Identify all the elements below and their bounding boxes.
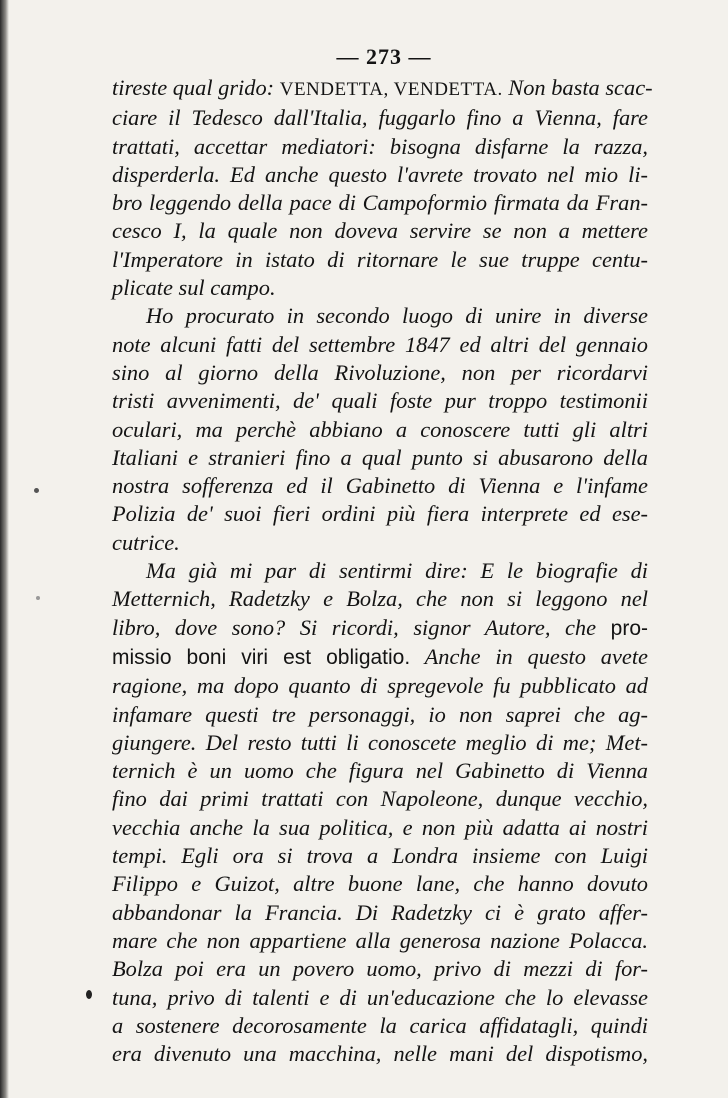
text-line	[112, 927, 648, 955]
text-segment: Anche in questo avete	[410, 643, 648, 669]
text-segment: mare che non appartiene alla generosa nazione Polacca.	[112, 927, 648, 953]
text-line	[112, 955, 648, 983]
ink-speck	[86, 990, 92, 999]
text-segment: fino dai primi trattati con Napoleone, dunque vecchio,	[112, 786, 648, 812]
text-segment: oculari, ma perchè abbiano a conoscere tutti gli altri	[112, 416, 648, 442]
text-segment: a sostenere decorosamente la carica affidatagli, quindi	[112, 1012, 648, 1038]
text-line	[112, 1012, 648, 1040]
text-line	[112, 217, 648, 245]
text-segment: tristi avvenimenti, de' quali foste pur troppo testimonii	[112, 388, 648, 414]
text-line	[112, 729, 648, 757]
text-line	[112, 899, 648, 927]
text-line	[112, 785, 648, 813]
text-segment: Bolza poi era un povero uomo, privo di mezzi di for-	[112, 956, 648, 982]
text-line	[112, 701, 648, 729]
text-segment: tempi. Egli ora si trova a Londra insieme con Luigi	[112, 843, 648, 869]
text-line	[112, 359, 648, 387]
text-segment: plicate sul campo.	[112, 275, 276, 301]
text-line	[112, 500, 648, 528]
text-line	[112, 814, 648, 842]
text-segment: cutrice.	[112, 529, 180, 555]
text-segment: abbandonar la Francia. Di Radetzky ci è grato affer-	[112, 899, 648, 925]
text-segment: libro, dove sono? Si ricordi, signor Autore, che	[112, 614, 611, 640]
text-segment: l'Imperatore in istato di ritornare le sue truppe centu-	[112, 246, 648, 272]
text-segment: Metternich, Radetzky e Bolza, che non si leggono nel	[112, 586, 648, 612]
text-segment: bro leggendo della pace di Campoformio firmata da Fran-	[112, 190, 648, 216]
text-segment: trattati, accettar mediatori: bisogna disfarne la razza,	[112, 133, 648, 159]
text-segment: ragione, ma dopo quanto di spregevole fu pubblicato ad	[112, 673, 648, 699]
text-line	[112, 984, 648, 1012]
text-line	[112, 870, 648, 898]
text-segment: ciare il Tedesco dall'Italia, fuggarlo fino a Vienna, fare	[112, 105, 648, 131]
page-number: — 273 —	[336, 44, 432, 69]
text-line	[112, 331, 648, 359]
text-line	[112, 104, 648, 132]
text-line	[112, 472, 648, 500]
text-line	[112, 416, 648, 444]
text-line	[112, 246, 648, 274]
text-line	[112, 1040, 648, 1068]
text-segment: nostra sofferenza ed il Gabinetto di Vienna e l'infame	[112, 473, 648, 499]
text-line	[112, 387, 648, 415]
text-segment: note alcuni fatti del settembre 1847 ed altri del gennaio	[112, 331, 648, 357]
text-segment: infamare questi tre personaggi, io non saprei che ag-	[112, 701, 648, 727]
text-segment: Italiani e stranieri fino a qual punto si abusarono della	[112, 444, 648, 470]
text-line	[112, 302, 648, 330]
text-line	[112, 614, 648, 643]
text-line	[112, 643, 648, 672]
page-binding-edge	[0, 0, 9, 1098]
text-segment: missio boni viri est obligatio.	[112, 645, 411, 669]
text-segment: Filippo e Guizot, altre buone lane, che hanno dovuto	[112, 871, 648, 897]
text-segment: era divenuto una macchina, nelle mani del dispotismo,	[112, 1041, 648, 1067]
text-line	[112, 757, 648, 785]
ink-speck	[36, 596, 40, 600]
text-segment: VENDETTA, VENDETTA.	[279, 79, 503, 100]
text-line	[112, 274, 648, 302]
text-line	[112, 672, 648, 700]
text-segment: tireste qual grido:	[112, 75, 280, 100]
text-segment: giungere. Del resto tutti li conoscete meglio di me; Met-	[112, 729, 648, 755]
text-segment: Polizia de' suoi fieri ordini più fiera interprete ed ese-	[112, 501, 648, 527]
text-segment: disperderla. Ed anche questo l'avrete trovato nel mio li-	[112, 161, 648, 187]
text-line	[112, 74, 653, 104]
text-segment: pro-	[610, 616, 648, 640]
text-line	[112, 557, 648, 585]
ink-speck	[34, 488, 39, 493]
text-line	[112, 133, 648, 161]
text-segment: Non basta scac-	[502, 75, 653, 100]
text-segment: tuna, privo di talenti e di un'educazione che lo elevasse	[112, 984, 648, 1010]
text-segment: Ma già mi par di sentirmi dire: E le biografie di	[146, 558, 648, 584]
text-segment: Ho procurato in secondo luogo di unire in diverse	[146, 303, 648, 329]
text-segment: ternich è un uomo che figura nel Gabinetto di Vienna	[112, 758, 648, 784]
text-line	[112, 842, 648, 870]
text-line	[112, 444, 648, 472]
page-body-text	[112, 74, 653, 1068]
text-line	[112, 529, 648, 557]
text-line	[112, 585, 648, 613]
text-segment: sino al giorno della Rivoluzione, non per ricordarvi	[112, 359, 648, 385]
text-segment: cesco I, la quale non doveva servire se non a mettere	[112, 218, 648, 244]
text-segment: vecchia anche la sua politica, e non più adatta ai nostri	[112, 814, 648, 840]
text-line	[112, 161, 648, 189]
text-line	[112, 189, 648, 217]
